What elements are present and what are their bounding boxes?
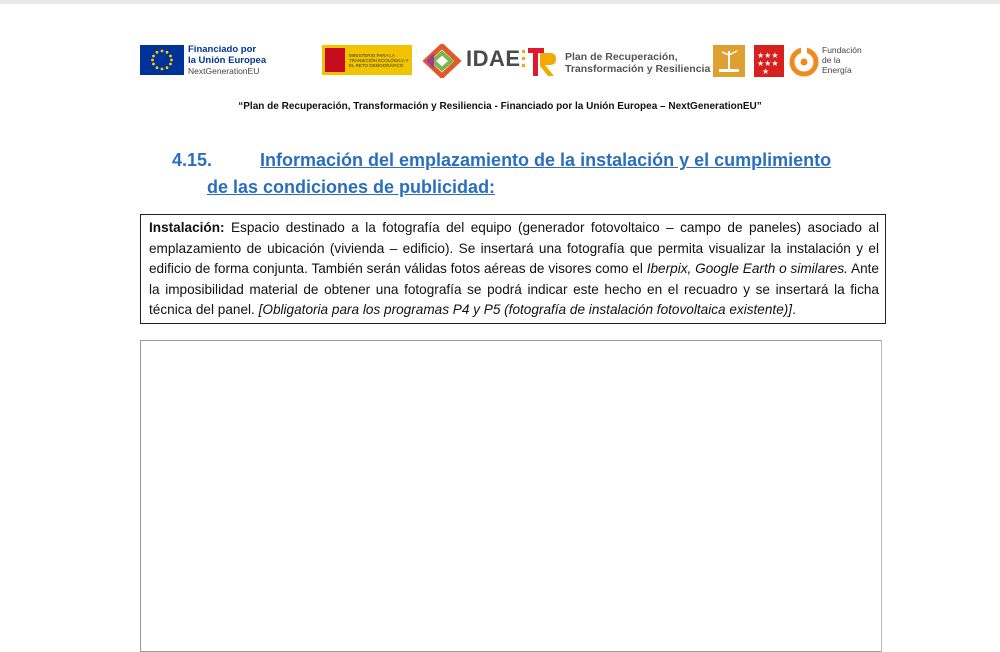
photo-insert-area[interactable]	[140, 340, 882, 652]
logo-strip	[140, 42, 860, 80]
idae-wordmark: IDAE	[466, 46, 521, 71]
header-quote: “Plan de Recuperación, Transformación y Resiliencia - Financiado por la Unión Europea – NextGenerationEU”	[238, 101, 762, 112]
madrid-logo-icon	[754, 45, 784, 77]
ministry-logo	[322, 45, 412, 75]
spain-shield-icon	[325, 48, 345, 72]
svg-text:★★★: ★★★	[757, 51, 779, 60]
description-text-2: Ante la imposibilidad material de obtener una fotografía se podrá indicar este hecho en el recuadro y se insertará la ficha técnica del panel.	[149, 261, 879, 317]
section-heading	[172, 147, 892, 201]
instalacion-description	[140, 214, 886, 324]
regional-logo-icon	[713, 45, 745, 77]
description-text-1: Espacio destinado a la fotografía del equipo (generador fotovoltaico – campo de paneles) asociado al emplazamiento de ubicación (vivienda – edificio). Se insertará una fotografía que permita visualizar la instalación y el edificio de forma conjunta. También serán válidas fotos aéreas de visores como el	[149, 220, 879, 276]
fundacion-mark-icon	[788, 45, 820, 77]
prtr-mark-icon	[520, 44, 560, 78]
section-number: 4.15.	[172, 150, 213, 170]
eu-funding-text: Financiado por la Unión Europea NextGenerationEU	[188, 44, 267, 76]
ministry-text: MINISTERIO PARA LA TRANSICIÓN ECOLÓGICA Y EL RETO DEMOGRÁFICO	[349, 53, 409, 68]
section-title-line2: de las condiciones de publicidad:	[207, 177, 496, 197]
section-title-line1: Información del emplazamiento de la instalación y el cumplimiento	[260, 150, 832, 170]
eu-flag-icon	[140, 45, 184, 75]
prtr-text: Plan de Recuperación, Transformación y Resiliencia	[565, 51, 711, 75]
svg-text:★★★: ★★★	[757, 59, 779, 68]
fundacion-text: Fundación de la Energía	[822, 45, 862, 75]
svg-text:★: ★	[762, 67, 770, 76]
description-italic-1: Iberpix, Google Earth o similares.	[646, 261, 848, 276]
idae-mark-icon	[422, 44, 462, 78]
description-text-3: .	[792, 302, 796, 317]
description-label: Instalación:	[149, 220, 225, 235]
description-italic-2: [Obligatoria para los programas P4 y P5 (fotografía de instalación fotovoltaica existente)]	[258, 302, 793, 317]
top-bar	[0, 0, 1000, 4]
